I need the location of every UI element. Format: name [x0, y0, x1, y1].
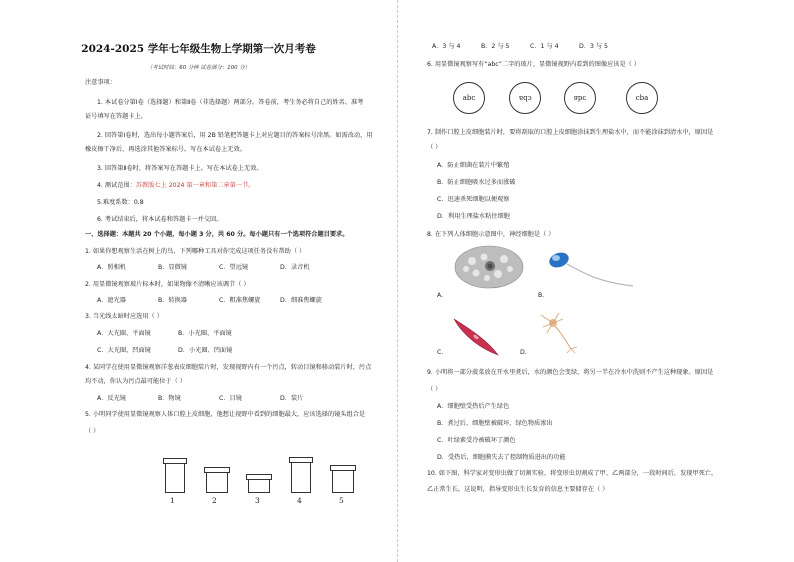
q8-label-b: B． — [538, 292, 549, 299]
lens-4-cap — [289, 457, 313, 463]
q1-stem: 1. 如果你想观察生活在树上的鸟，下列哪种工具对你完成这项任务没有帮助（ ） — [85, 248, 306, 255]
q4-stem-a: 4. 某同学在使用显微镜观察洋葱表皮细胞装片时，发现视野内有一个污点，转动目镜和移动装片时，污点 — [85, 364, 372, 371]
lens-1 — [165, 462, 185, 493]
q9-option-c: C．叶绿素受冷被破坏了颜色 — [437, 437, 516, 444]
q2-option-c: C．粗准焦螺旋 — [219, 297, 261, 304]
note-4 — [97, 182, 255, 190]
q3-option-a: A．大光圈、平面镜 — [97, 330, 151, 337]
q6-stem: 6. 用显微镜观察写有“abc”二字的玻片，显微镜视野内看到的图像应该是（ ） — [427, 61, 640, 68]
q9-stem-a: 9. 小明将一部分菠菜放在开水里煮后，水的颜色会变绿，将另一半在冷水中洗则不产生这种现象。原因是 — [427, 369, 714, 376]
q2-option-d: D．细准焦螺旋 — [280, 297, 322, 304]
q4-option-b: B．物镜 — [158, 395, 181, 402]
lens-label-4: 4 — [297, 496, 302, 505]
q7-option-d: D．利用生理盐水粘住细胞 — [437, 213, 510, 220]
q7-option-b: B．防止细胞吸水过多而涨破 — [437, 179, 516, 186]
note-1a: 1. 本试卷分第Ⅰ卷（选择题）和第Ⅱ卷（非选择题）两部分。答卷前，考生务必将自己的姓名、准考 — [97, 99, 364, 106]
lens-label-1: 1 — [170, 496, 175, 505]
lens-4 — [291, 461, 311, 493]
q8-cell-c-muscle — [452, 315, 500, 357]
q3-option-b: B．小光圈、平面镜 — [178, 330, 232, 337]
q9-option-a: A．细胞壁受热后产生绿色 — [437, 403, 510, 410]
q1-option-a: A．照相机 — [97, 264, 126, 271]
note-5: 5.难度系数：0.8 — [97, 199, 144, 206]
q1-option-b: B．显微镜 — [158, 264, 187, 271]
lens-2-cap — [204, 467, 230, 473]
exam-subtitle: （考试时间：60 分钟 试卷满分：100 分） — [146, 65, 251, 71]
note-2b: 橡皮擦干净后，再选涂其他答案标号。写在本试卷上无效。 — [85, 146, 246, 153]
lens-5-cap — [330, 465, 356, 471]
q1-option-c: C．望远镜 — [219, 264, 249, 271]
lens-label-2: 2 — [212, 496, 217, 505]
q5-option-a: A．3 与 4 — [432, 43, 461, 50]
q4-option-a: A．反光镜 — [97, 395, 126, 402]
q3-option-d: D．小光圈、凹面镜 — [178, 347, 233, 354]
q8-label-a: A． — [437, 292, 448, 299]
q4-option-d: D．装片 — [280, 395, 304, 402]
q10-stem-a: 10. 如下图，科学家对变形虫做了切割实验，将变形虫切割成了甲、乙两部分，一段时间后，发现甲死亡， — [427, 470, 718, 477]
q8-cell-a-blood — [454, 245, 524, 289]
note-6: 6. 考试结束后，将本试卷和答题卡一并交回。 — [97, 216, 223, 223]
q8-label-c: C． — [437, 349, 448, 356]
q6-circle-d-text: cba — [635, 94, 649, 102]
q5-option-d: D．3 与 5 — [579, 43, 608, 50]
exam-title: 2024-2025 学年七年级生物上学期第一次月考卷 — [81, 43, 316, 55]
q6-circle-b-text: cba — [518, 94, 532, 102]
q8-label-d: D． — [520, 349, 531, 356]
lens-3 — [248, 478, 270, 493]
lens-3-cap — [246, 474, 272, 480]
q1-option-d: D．录音机 — [280, 264, 310, 271]
note-3: 3. 回答第Ⅱ卷时，将答案写在答题卡上。写在本试卷上无效。 — [97, 165, 263, 172]
q6-circle-a — [453, 82, 485, 114]
q5-stem-a: 5. 小明同学使用显微镜观察人体口腔上皮细胞，他想让视野中看到的细胞最大，应该选择的镜头组合是 — [85, 411, 366, 418]
q3-option-c: C．大光圈、凹面镜 — [97, 347, 151, 354]
note-1b: 证号填写在答题卡上。 — [85, 113, 147, 120]
q6-circle-b — [509, 82, 541, 114]
lens-2 — [206, 471, 228, 493]
q9-option-d: D．受热后，细胞膜失去了控制物质进出的功能 — [437, 454, 566, 461]
q5-option-c: C．1 与 4 — [530, 43, 559, 50]
q8-cell-d-neuron — [537, 309, 582, 355]
note-4-prefix: 4. 测试范围： — [97, 182, 136, 189]
note-2a: 2. 回答第Ⅰ卷时，选出每小题答案后，用 2B 铅笔把答题卡上对应题目的答案标号涂黑。如需改动，用 — [97, 132, 373, 139]
q10-stem-b: 乙正常生长。这说明，指导变形虫生长发育的信息主要储存在（ ） — [427, 486, 609, 493]
q4-option-c: C．目镜 — [219, 395, 242, 402]
q6-circle-a-text: abc — [462, 94, 476, 102]
lens-1-cap — [163, 458, 187, 464]
q5-stem-b: （ ） — [85, 428, 100, 435]
q2-option-a: A．遮光器 — [97, 297, 126, 304]
q4-stem-b: 均不动，你认为污点最可能位于（ ） — [85, 378, 186, 385]
q6-circle-c-text: abc — [573, 94, 587, 102]
q6-circle-d — [626, 82, 658, 114]
note-4-range: 苏教版七上 2024 第一章和第二章第一节。 — [135, 182, 255, 189]
q8-stem: 8. 在下列人体细胞示意图中，神经细胞是（ ） — [427, 231, 555, 238]
q7-option-c: C．迅速杀死细胞以便观察 — [437, 196, 510, 203]
notes-heading: 注意事项： — [85, 79, 116, 86]
q2-stem: 2. 用显微镜观察玻片标本时，如果物像不清晰应该调节（ ） — [85, 281, 250, 288]
q8-cell-b-sperm — [547, 248, 637, 290]
q7-option-a: A．防止细菌在装片中繁殖 — [437, 162, 510, 169]
section-1-heading: 一、选择题：本题共 20 个小题，每小题 3 分，共 60 分。每小题只有一个选项符合题目要求。 — [85, 231, 349, 238]
q9-stem-b: （ ） — [427, 386, 442, 393]
q7-stem-b: （ ） — [427, 144, 442, 151]
q7-stem-a: 7. 制作口腔上皮细胞装片时，要将刮取的口腔上皮细胞涂抹到生理盐水中，而不能涂抹到清水中，原因是 — [427, 129, 714, 136]
q5-option-b: B．2 与 5 — [481, 43, 510, 50]
q3-stem: 3. 当光线太暗时应选用（ ） — [85, 313, 163, 320]
lens-5 — [332, 469, 354, 493]
q6-circle-c — [564, 82, 596, 114]
lens-label-5: 5 — [339, 496, 344, 505]
q2-option-b: B．转换器 — [158, 297, 187, 304]
q9-option-b: B．煮过后，细胞壁被破坏，绿色物质渗出 — [437, 420, 553, 427]
column-divider — [397, 0, 398, 562]
lens-label-3: 3 — [255, 496, 260, 505]
